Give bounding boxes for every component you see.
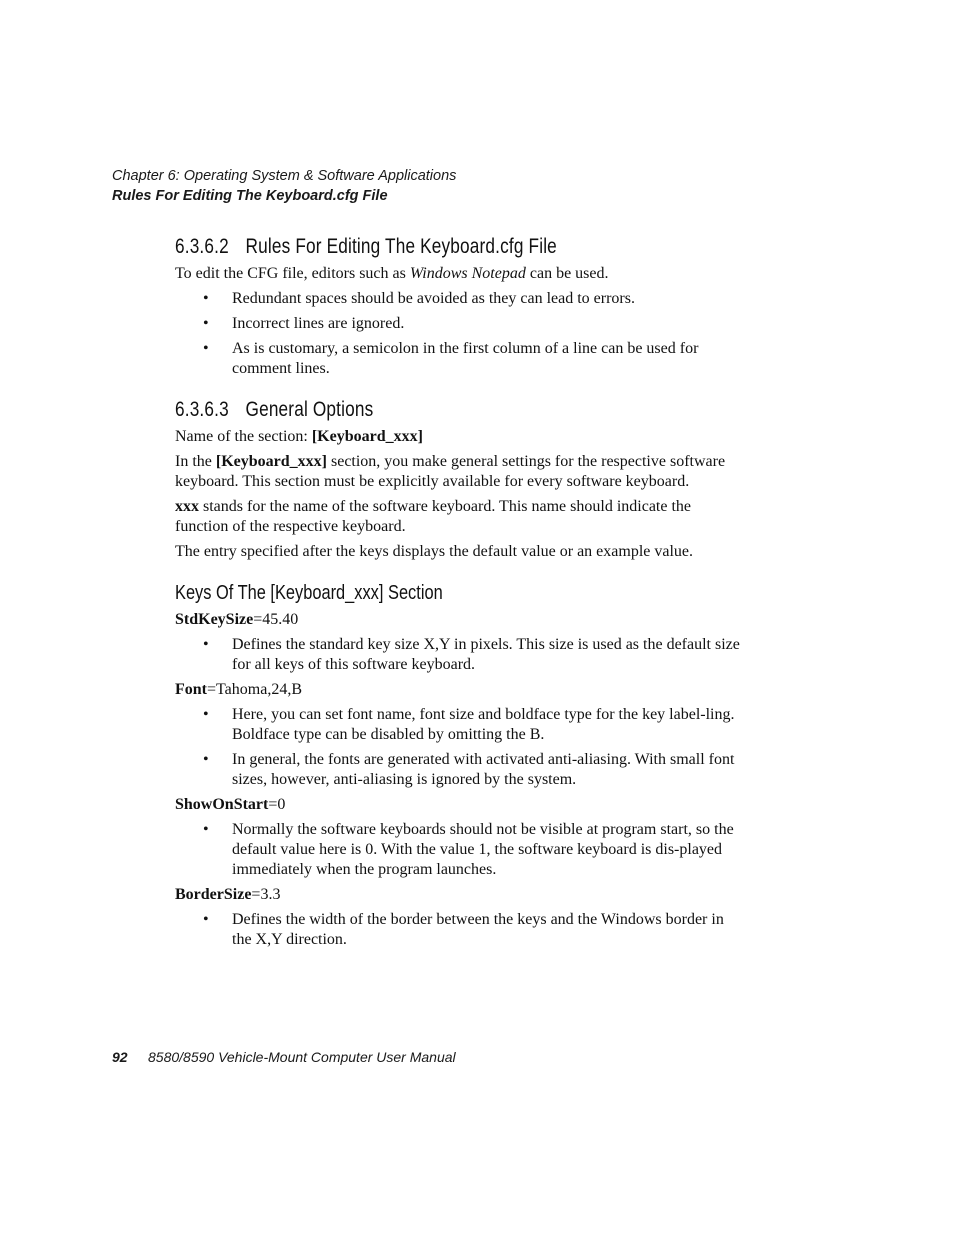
manual-title: 8580/8590 Vehicle-Mount Computer User Manual — [148, 1049, 456, 1065]
para-bold: [Keyboard_xxx] — [215, 453, 327, 470]
section-heading-rules — [175, 230, 638, 264]
subsection-heading-keys: Keys Of The [Keyboard_xxx] Section — [175, 582, 443, 604]
page-number: 92 — [112, 1049, 128, 1065]
section-name-label: Name of the section: — [175, 428, 312, 445]
list-item: • Incorrect lines are ignored. — [175, 314, 740, 334]
running-head — [112, 166, 456, 206]
section-heading-general-options — [175, 393, 638, 427]
list-item: • In general, the fonts are generated with activated anti-aliasing. With small font sizes, however, anti-aliasing is ignored by the system. — [175, 750, 740, 790]
key-name: Font — [175, 681, 207, 698]
running-head-section: Rules For Editing The Keyboard.cfg File — [112, 188, 388, 204]
para-text: In the — [175, 453, 216, 470]
key-value: =Tahoma,24,B — [207, 681, 302, 698]
key-line — [175, 885, 740, 905]
section-name-value: [Keyboard_xxx] — [311, 428, 423, 445]
intro-text-end: can be used. — [525, 265, 609, 282]
page-footer — [112, 1047, 456, 1067]
list-item: • Defines the standard key size X,Y in pixels. This size is used as the default size for all keys of this software keyboard. — [175, 635, 740, 675]
list-item: • Defines the width of the border between the keys and the Windows border in the X,Y direction. — [175, 910, 740, 950]
section-number: 6.3.6.2 — [175, 235, 229, 258]
key-line — [175, 610, 740, 630]
key-name: StdKeySize — [175, 611, 254, 628]
key-description-list — [175, 820, 740, 880]
general-paragraph — [175, 452, 740, 492]
key-value: =0 — [268, 796, 286, 813]
running-head-chapter: Chapter 6: Operating System & Software Applications — [112, 168, 457, 184]
intro-emphasis: Windows Notepad — [409, 265, 526, 282]
general-paragraph — [175, 497, 740, 537]
section-title: Rules For Editing The Keyboard.cfg File — [245, 235, 557, 258]
para-text-end: stands for the name of the software keyboard. This name should indicate the function of the respective keyboard. — [175, 498, 692, 535]
key-value: =45.40 — [253, 611, 299, 628]
general-paragraph: The entry specified after the keys displays the default value or an example value. — [175, 543, 694, 560]
list-item: • As is customary, a semicolon in the first column of a line can be used for comment lines. — [175, 339, 740, 379]
section-name-line — [175, 427, 740, 447]
key-description-list — [175, 635, 740, 675]
key-description-list — [175, 705, 740, 790]
key-name: ShowOnStart — [175, 796, 269, 813]
key-value: =3.3 — [251, 886, 281, 903]
list-item: • Normally the software keyboards should not be visible at program start, so the default value here is 0. With the value 1, the software keyboard is dis-played immediately when the program launches. — [175, 820, 740, 880]
rules-intro — [175, 264, 740, 284]
page-content — [175, 230, 740, 955]
list-item: • Redundant spaces should be avoided as they can lead to errors. — [175, 289, 740, 309]
key-description-list — [175, 910, 740, 950]
para-bold: xxx — [175, 498, 199, 515]
para-text-end: section, you make general settings for the respective software keyboard. This section must be explicitly available for every software keyboard. — [175, 453, 726, 490]
key-line — [175, 795, 740, 815]
key-name: BorderSize — [175, 886, 252, 903]
intro-text: To edit the CFG file, editors such as — [175, 265, 410, 282]
rules-list — [175, 289, 740, 379]
list-item: • Here, you can set font name, font size and boldface type for the key label-ling. Boldface type can be disabled by omitting the B. — [175, 705, 740, 745]
section-title: General Options — [245, 398, 374, 421]
section-number: 6.3.6.3 — [175, 398, 229, 421]
key-line — [175, 680, 740, 700]
